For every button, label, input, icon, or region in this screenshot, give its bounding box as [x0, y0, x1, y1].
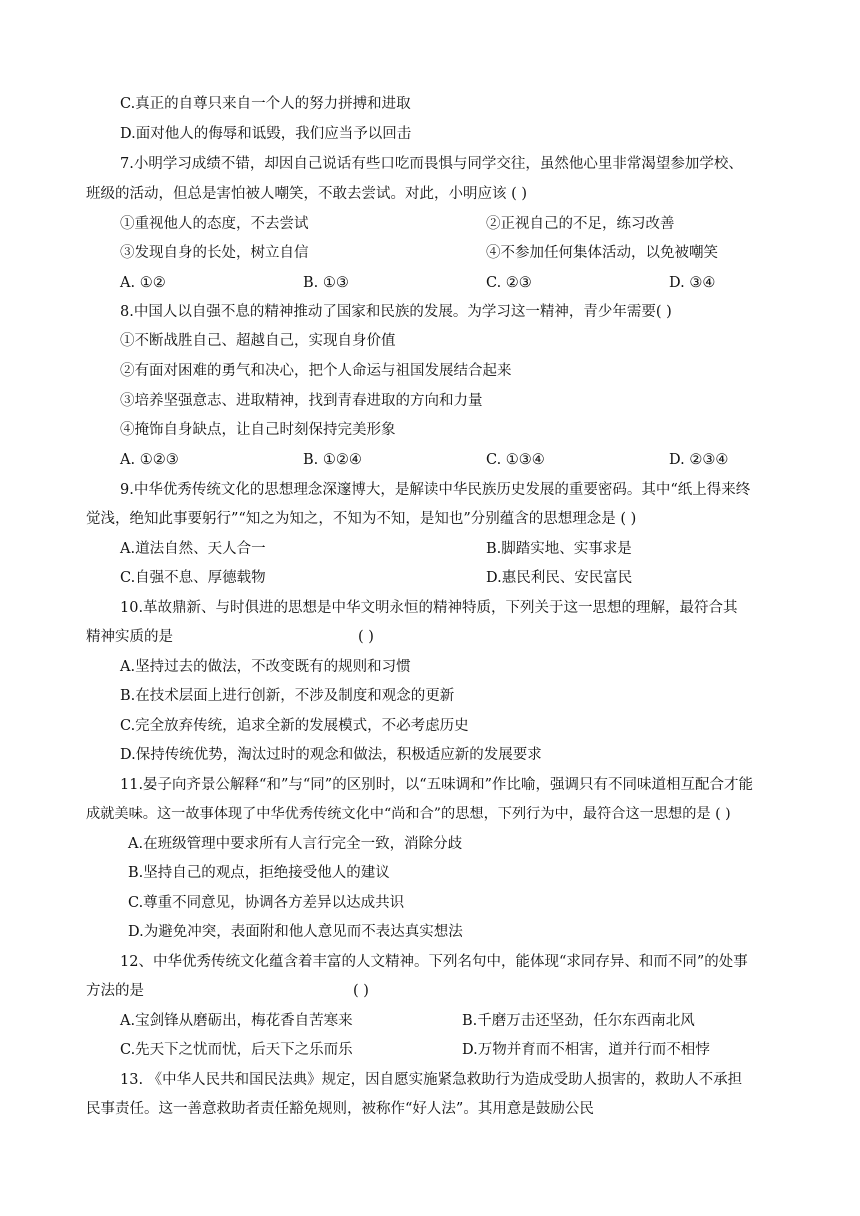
q11-option-b: B.坚持自己的观点，拒绝接受他人的建议 — [128, 865, 390, 881]
q9-stem-line1: 9.中华优秀传统文化的思想理念深邃博大，是解读中华民族历史发展的重要密码。其中“纸上得来终 — [120, 482, 751, 498]
q10-option-d: D.保持传统优势，淘汰过时的观念和做法，积极适应新的发展要求 — [120, 747, 542, 763]
q7-option-a: A. ①② — [120, 275, 166, 291]
q8-statement-2: ②有面对困难的勇气和决心，把个人命运与祖国发展结合起来 — [120, 363, 512, 379]
q8-option-d: D. ②③④ — [669, 452, 729, 468]
q12-answer-paren: ( ) — [353, 983, 369, 999]
q9-option-c: C.自强不息、厚德载物 — [120, 570, 266, 586]
q8-stem: 8.中国人以自强不息的精神推动了国家和民族的发展。为学习这一精神，青少年需要( ) — [120, 304, 672, 320]
q7-option-d: D. ③④ — [669, 275, 716, 291]
q12-stem-line2: 方法的是 — [86, 983, 144, 999]
q9-option-a: A.道法自然、天人合一 — [120, 541, 266, 557]
q10-option-b: B.在技术层面上进行创新，不涉及制度和观念的更新 — [120, 688, 455, 704]
q6-option-d: D.面对他人的侮辱和诋毁，我们应当予以回击 — [120, 126, 412, 142]
q8-option-a: A. ①②③ — [120, 452, 179, 468]
q7-option-b: B. ①③ — [303, 275, 349, 291]
q12-option-b: B.千磨万击还坚劲，任尔东西南北风 — [462, 1013, 695, 1029]
q10-option-a: A.坚持过去的做法，不改变既有的规则和习惯 — [120, 659, 411, 675]
q8-statement-4: ④掩饰自身缺点，让自己时刻保持完美形象 — [120, 422, 396, 438]
q8-statement-3: ③培养坚强意志、进取精神，找到青春进取的方向和力量 — [120, 393, 483, 409]
q7-statement-2: ②正视自己的不足，练习改善 — [486, 216, 675, 232]
q11-option-d: D.为避免冲突，表面附和他人意见而不表达真实想法 — [128, 924, 463, 940]
q10-stem-line2: 精神实质的是 — [86, 629, 173, 645]
q7-option-c: C. ②③ — [486, 275, 532, 291]
q13-stem-line1: 13. 《中华人民共和国民法典》规定，因自愿实施紧急救助行为造成受助人损害的，救助人不承担 — [120, 1072, 743, 1088]
q8-option-b: B. ①②④ — [303, 452, 362, 468]
q7-statement-4: ④不参加任何集体活动，以免被嘲笑 — [486, 245, 718, 261]
q6-option-c: C.真正的自尊只来自一个人的努力拼搏和进取 — [120, 96, 411, 112]
q10-answer-paren: ( ) — [358, 629, 374, 645]
q7-statement-1: ①重视他人的态度，不去尝试 — [120, 216, 309, 232]
q12-option-c: C.先天下之忧而忧，后天下之乐而乐 — [120, 1042, 353, 1058]
q11-option-a: A.在班级管理中要求所有人言行完全一致，消除分歧 — [128, 836, 463, 852]
q8-statement-1: ①不断战胜自己、超越自己，实现自身价值 — [120, 333, 396, 349]
q9-stem-line2: 觉浅，绝知此事要躬行”“知之为知之，不知为不知，是知也”分别蕴含的思想理念是 ( ) — [86, 511, 637, 527]
q7-stem-line2: 班级的活动，但总是害怕被人嘲笑，不敢去尝试。对此，小明应该 ( ) — [86, 186, 528, 202]
q11-option-c: C.尊重不同意见，协调各方差异以达成共识 — [128, 895, 405, 911]
q11-stem-line2: 成就美味。这一故事体现了中华优秀传统文化中“尚和合”的思想，下列行为中，最符合这一思想的是 ( ) — [86, 806, 731, 822]
q12-stem-line1: 12、中华优秀传统文化蕴含着丰富的人文精神。下列名句中，能体现“求同存异、和而不同”的处事 — [120, 954, 748, 970]
q9-option-d: D.惠民利民、安民富民 — [486, 570, 633, 586]
q10-option-c: C.完全放弃传统，追求全新的发展模式，不必考虑历史 — [120, 718, 469, 734]
q8-option-c: C. ①③④ — [486, 452, 545, 468]
q12-option-d: D.万物并育而不相害，道并行而不相悖 — [462, 1042, 710, 1058]
q11-stem-line1: 11.晏子向齐景公解释“和”与“同”的区别时，以“五味调和”作比喻，强调只有不同味道相互配合才能 — [120, 777, 754, 793]
q7-stem-line1: 7.小明学习成绩不错，却因自己说话有些口吃而畏惧与同学交往，虽然他心里非常渴望参加学校、 — [120, 156, 743, 172]
q9-option-b: B.脚踏实地、实事求是 — [486, 541, 632, 557]
q12-option-a: A.宝剑锋从磨砺出，梅花香自苦寒来 — [120, 1013, 353, 1029]
q10-stem-line1: 10.革故鼎新、与时俱进的思想是中华文明永恒的精神特质，下列关于这一思想的理解，最符合其 — [120, 600, 738, 616]
q13-stem-line2: 民事责任。这一善意救助者责任豁免规则，被称作“好人法”。其用意是鼓励公民 — [86, 1101, 594, 1117]
q7-statement-3: ③发现自身的长处，树立自信 — [120, 245, 309, 261]
